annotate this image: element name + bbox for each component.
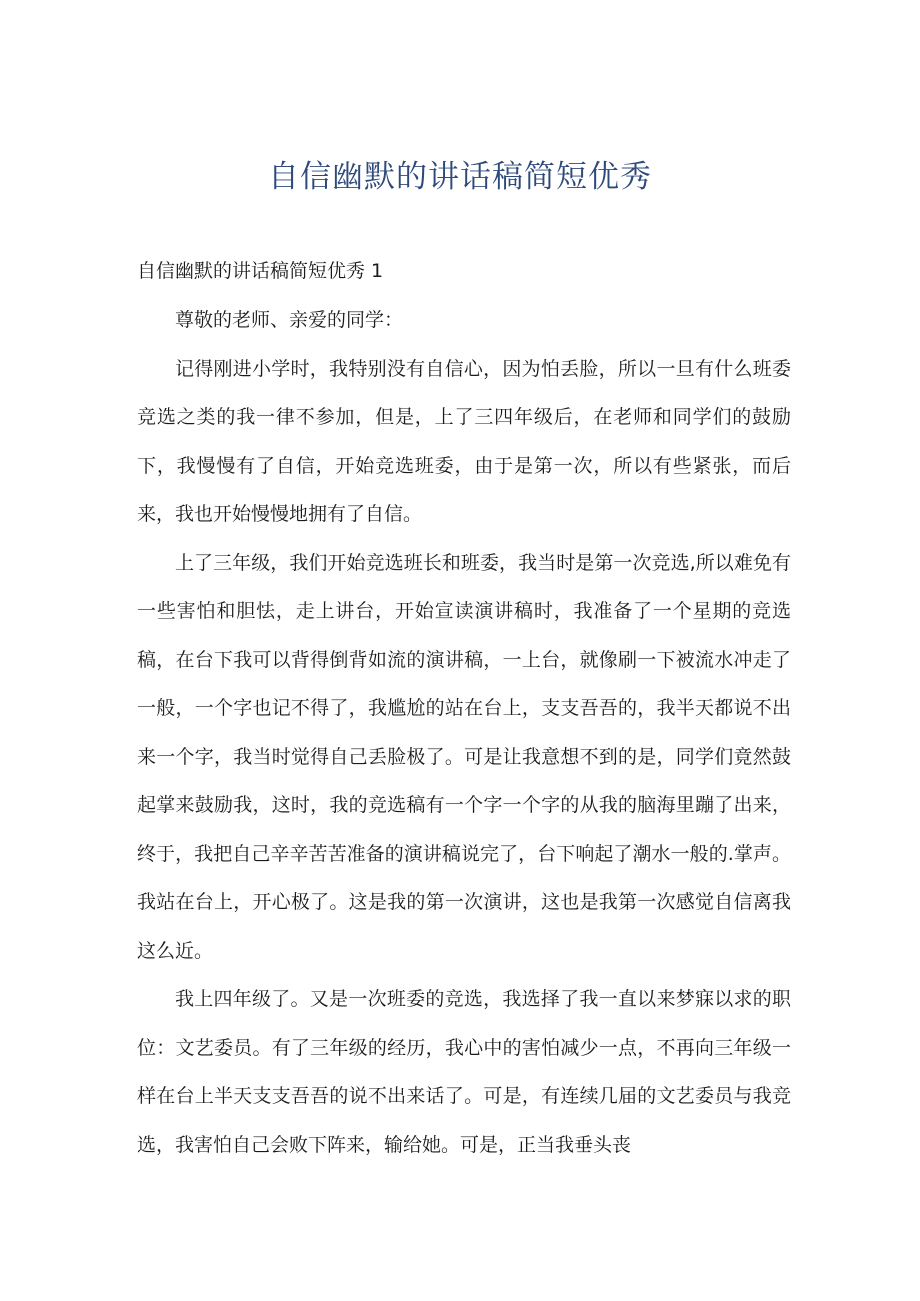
section-heading: 自信幽默的讲话稿简短优秀 1 <box>137 260 384 282</box>
paragraph-3: 我上四年级了。又是一次班委的竞选，我选择了我一直以来梦寐以求的职位：文艺委员。有了三年级的经历，我心中的害怕减少一点，不再向三年级一样在台上半天支支吾吾的说不出来话了。可是，有连续几届的文艺委员与我竞选，我害怕自己会败下阵来，输给她。可是，正当我垂头丧 <box>137 988 791 1156</box>
document-title: 自信幽默的讲话稿简短优秀 <box>268 159 652 195</box>
document-body <box>137 296 791 1169</box>
paragraph-2: 上了三年级，我们开始竞选班长和班委，我当时是第一次竞选,所以难免有一些害怕和胆怯，走上讲台，开始宣读演讲稿时，我准备了一个星期的竞选稿，在台下我可以背得倒背如流的演讲稿，一上台，就像刷一下被流水冲走了一般，一个字也记不得了，我尴尬的站在台上，支支吾吾的，我半天都说不出来一个字，我当时觉得自己丢脸极了。可是让我意想不到的是，同学们竟然鼓起掌来鼓励我，这时，我的竞选稿有一个字一个字的从我的脑海里蹦了出来，终于，我把自己辛辛苦苦准备的演讲稿说完了，台下响起了潮水一般的.掌声。我站在台上，开心极了。这是我的第一次演讲，这也是我第一次感觉自信离我这么近。 <box>137 551 791 962</box>
paragraph-1: 记得刚进小学时，我特别没有自信心，因为怕丢脸，所以一旦有什么班委竞选之类的我一律不参加，但是，上了三四年级后，在老师和同学们的鼓励下，我慢慢有了自信，开始竞选班委，由于是第一次，所以有些紧张，而后来，我也开始慢慢地拥有了自信。 <box>137 357 791 525</box>
paragraph-greeting: 尊敬的老师、亲爱的同学： <box>175 309 404 331</box>
